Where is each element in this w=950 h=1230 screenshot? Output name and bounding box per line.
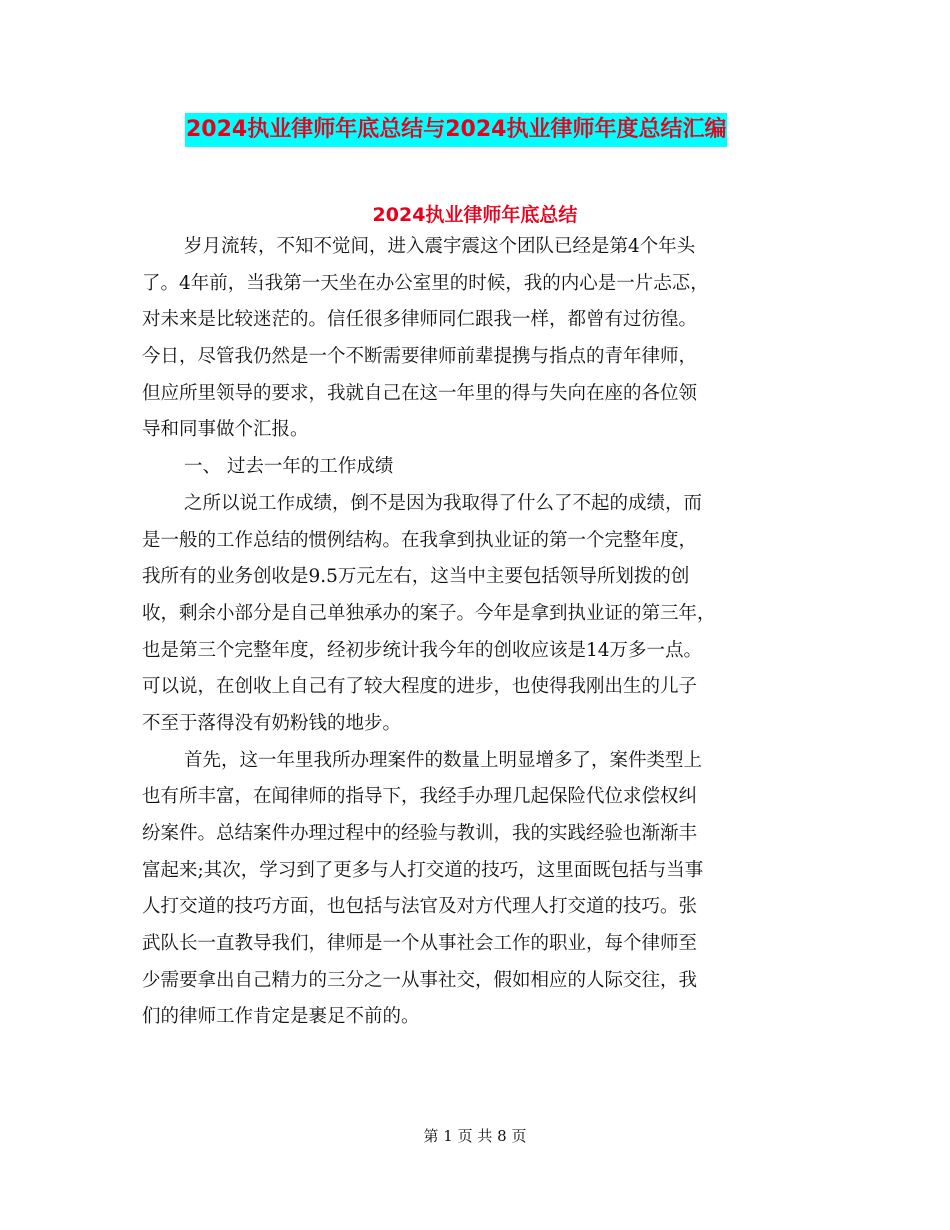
text-line: 武队长一直教导我们，律师是一个从事社会工作的职业，每个律师至 xyxy=(142,933,698,955)
text-line: 也有所丰富，在闻律师的指导下，我经手办理几起保险代位求偿权纠 xyxy=(142,786,698,808)
section-title: 2024执业律师年底总结 xyxy=(372,204,578,226)
text-line: 纷案件。总结案件办理过程中的经验与教训，我的实践经验也渐渐丰 xyxy=(142,823,698,844)
text-line: 对未来是比较迷茫的。信任很多律师同仁跟我一样，都曾有过彷徨。 xyxy=(142,309,698,331)
text-line: 今日，尽管我仍然是一个不断需要律师前辈提携与指点的青年律师， xyxy=(142,346,698,368)
text-line: 也是第三个完整年度，经初步统计我今年的创收应该是14万多一点。 xyxy=(142,639,703,661)
text-line: 们的律师工作肯定是裹足不前的。 xyxy=(142,1006,420,1028)
text-line: 了。4年前，当我第一天坐在办公室里的时候，我的内心是一片忐忑， xyxy=(142,272,709,294)
text-line: 导和同事做个汇报。 xyxy=(142,419,309,441)
text-line: 可以说，在创收上自己有了较大程度的进步，也使得我刚出生的儿子 xyxy=(142,676,698,698)
document-title: 2024执业律师年底总结与2024执业律师年度总结汇编 xyxy=(185,113,727,147)
text-line: 我所有的业务创收是9.5万元左右，这当中主要包括领导所划拨的创 xyxy=(142,566,690,588)
text-line: 少需要拿出自己精力的三分之一从事社交，假如相应的人际交往，我 xyxy=(142,969,698,991)
page-footer: 第 1 页 共 8 页 xyxy=(423,1127,527,1145)
text-line: 不至于落得没有奶粉钱的地步。 xyxy=(142,712,402,734)
text-line: 之所以说工作成绩，倒不是因为我取得了什么了不起的成绩，而 xyxy=(184,492,703,514)
text-line: 人打交道的技巧方面，也包括与法官及对方代理人打交道的技巧。张 xyxy=(142,896,698,918)
text-line: 岁月流转，不知不觉间，进入震宇震这个团队已经是第4个年头 xyxy=(184,236,696,257)
text-line: 富起来;其次，学习到了更多与人打交道的技巧，这里面既包括与当事 xyxy=(142,859,704,881)
text-line: 首先，这一年里我所办理案件的数量上明显增多了，案件类型上 xyxy=(184,749,703,771)
body-text xyxy=(142,229,802,1036)
text-line: 收，剩余小部分是自己单独承办的案子。今年是拿到执业证的第三年， xyxy=(142,602,716,624)
text-line: 一、 过去一年的工作成绩 xyxy=(184,456,394,478)
text-line: 是一般的工作总结的惯例结构。在我拿到执业证的第一个完整年度， xyxy=(142,529,698,551)
text-line: 但应所里领导的要求，我就自己在这一年里的得与失向在座的各位领 xyxy=(142,382,698,404)
